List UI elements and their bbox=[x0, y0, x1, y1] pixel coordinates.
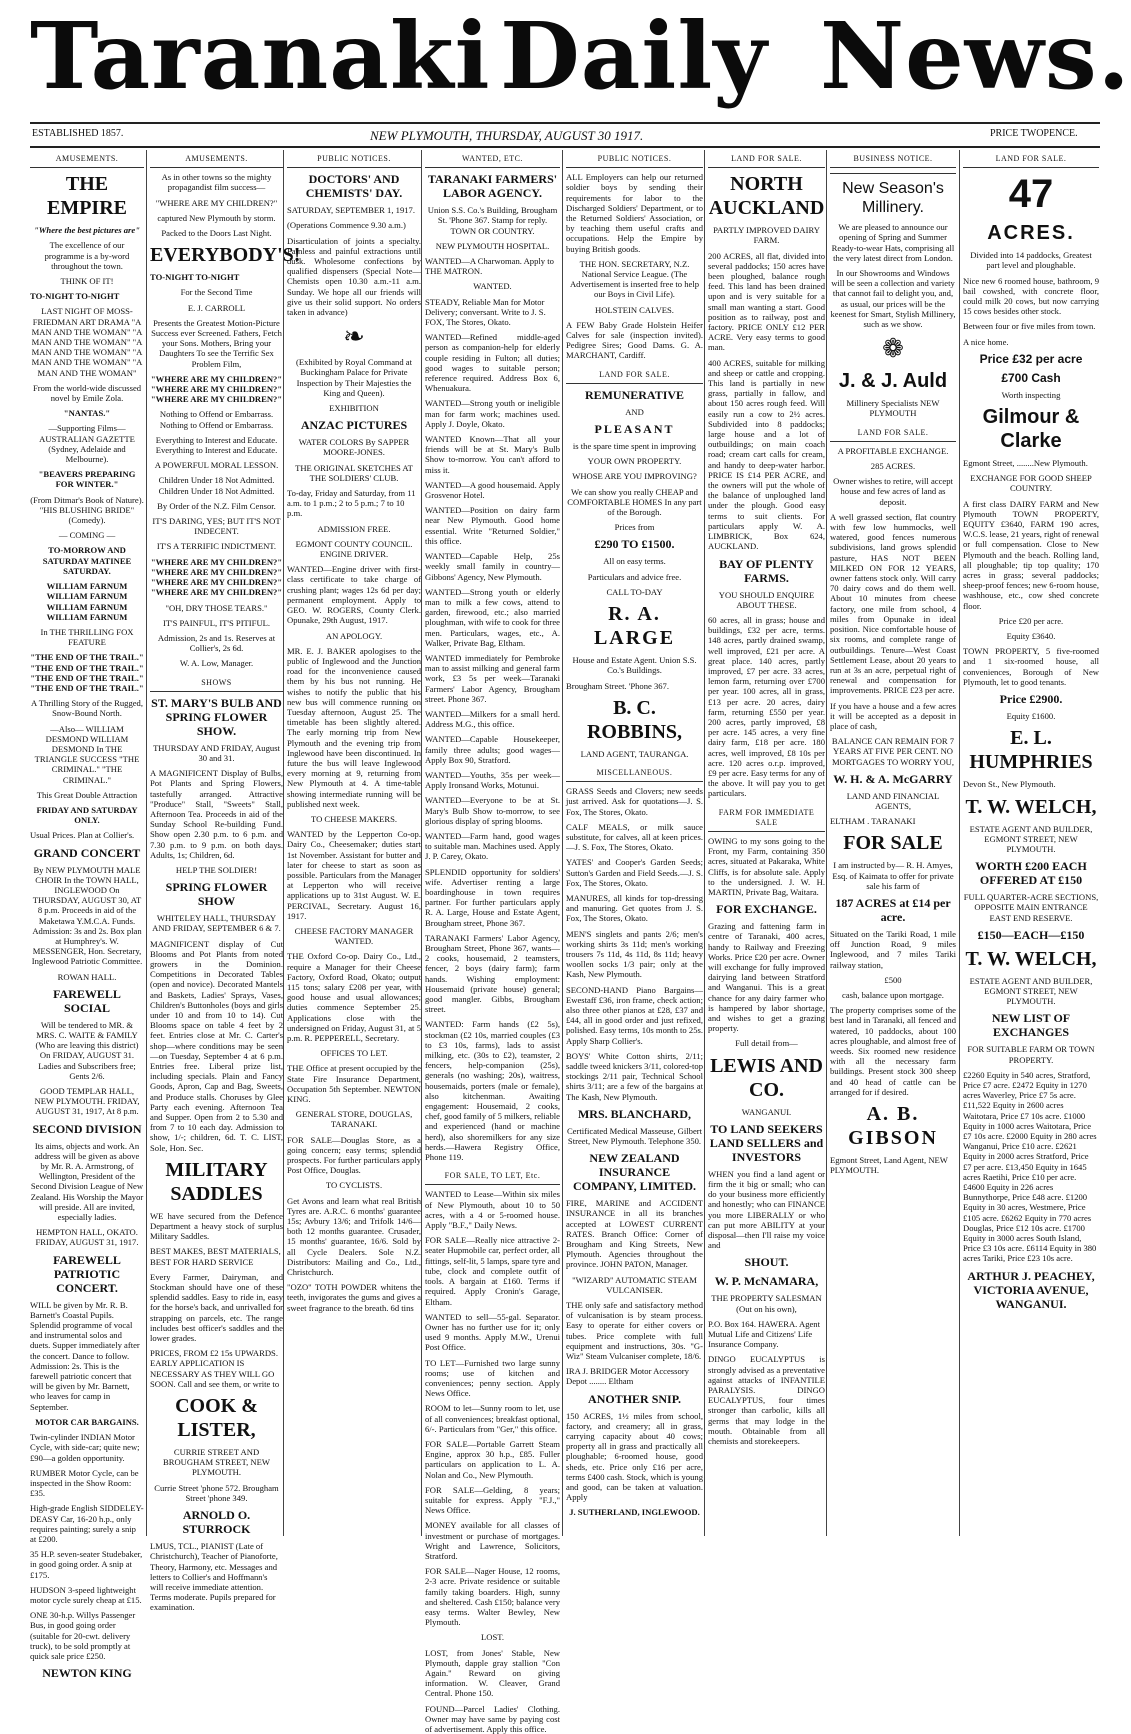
advert-text: LEWIS AND CO. bbox=[710, 1054, 823, 1101]
advert-text: FOR SALE—Really nice attractive 2-seater Hupmobile car, perfect order, all fittings, self-lit, 5 lamps, spare tyre and tube, clock and complete outfit of tools. A bargain at £160. Terms if required. Apply Cronin's Garage, Eltham. bbox=[425, 1235, 560, 1307]
column-heading: PUBLIC NOTICES. bbox=[566, 150, 703, 168]
advert-text: THE Oxford Co-op. Dairy Co., Ltd., require a Manager for their Cheese Factory, Oxford Road, Okato; output 115 tons; salary £208 per year, with good house and usual allowances; duties commence September 25. Applications close with the undersigned on Friday, August 31, at 5 p.m. R. PEPPERELL, Secretary. bbox=[287, 951, 421, 1044]
advert-text: ANOTHER SNIP. bbox=[588, 1391, 681, 1406]
advert-text: WHOSE ARE YOU IMPROVING? bbox=[572, 471, 697, 482]
advert-text: FOR SALE—Douglas Store, as a going concern; easy terms; splendid prospects. For further particulars apply Post Office, Douglas. bbox=[287, 1134, 421, 1176]
section-heading: SHOWS bbox=[150, 674, 283, 692]
advert-text: From the world-wide discussed novel by Emile Zola. bbox=[32, 382, 142, 404]
advert-text: Union S.S. Co.'s Building, Brougham St. 'Phone 367. Stamp for reply. TOWN OR COUNTRY. bbox=[427, 205, 558, 236]
column-rule bbox=[283, 150, 284, 1536]
advert-text: Equity £1600. bbox=[1006, 711, 1056, 722]
advert-text: W. H. & A. McGARRY bbox=[833, 771, 953, 786]
advert-text: Brougham Street. 'Phone 367. bbox=[566, 680, 669, 691]
advert-text: PRICES, FROM £2 15s UPWARDS. EARLY APPLICATION IS NECESSARY AS THEY WILL GO SOON. Call and see them, or write to bbox=[150, 1348, 280, 1389]
advert-text: CALL TO-DAY bbox=[606, 586, 663, 597]
advert-text: MEN'S singlets and pants 2/6; men's working shirts 3s 11d; men's working trousers 7s 11d, 4s 11d, 8s 11d; heavy woollen socks 1/3 pair; only at the Kash, New Plymouth. bbox=[566, 928, 703, 980]
advert-text: All on easy terms. bbox=[603, 556, 666, 567]
advert-text: CHEESE FACTORY MANAGER WANTED. bbox=[294, 925, 414, 947]
advert-text: THURSDAY AND FRIDAY, August 30 and 31. bbox=[153, 742, 280, 763]
advert-text: Its aims, objects and work. An address will be given as above by Mr. R. A. Armstrong, of Wellington, President of the Second Division League of New Zealand. His Worship the Mayor will preside. All are invited, especially ladies. bbox=[30, 1140, 144, 1223]
advert-text: ESTATE AGENT AND BUILDER, EGMONT STREET, NEW PLYMOUTH. bbox=[969, 823, 1093, 854]
advert-text: NORTH AUCKLAND bbox=[708, 173, 825, 220]
ornament-icon: ❁ bbox=[882, 334, 904, 364]
advert-text: Nothing to Offend or Embarrass. Nothing to Offend or Embarrass. bbox=[159, 409, 274, 430]
advert-text: For the Second Time bbox=[180, 287, 253, 298]
advert-text: WANTED—Youths, 35s per week—Apply Ironsand Works, Motunui. bbox=[425, 769, 560, 791]
column-5 bbox=[566, 150, 703, 1536]
section-heading: FARM FOR IMMEDIATE SALE bbox=[708, 804, 825, 832]
advert-text: FOR SUITABLE FARM OR TOWN PROPERTY. bbox=[967, 1044, 1095, 1065]
advert-text: E. J. CARROLL bbox=[187, 302, 246, 313]
advert-text: OFFICES TO LET. bbox=[320, 1048, 388, 1059]
advert-text: PLEASANT bbox=[594, 422, 675, 437]
advert-text: WORTH £200 EACH OFFERED AT £150 bbox=[975, 859, 1087, 888]
advert-text: The excellence of our programme is a by-word throughout the town. bbox=[44, 240, 130, 271]
advert-text: CALF MEALS, or milk sauce substitute, for calves, all at keen prices.—J. S. Fox, The Stores, Okato. bbox=[566, 821, 703, 853]
advert-text: ADMISSION FREE. bbox=[317, 523, 391, 534]
column-2 bbox=[150, 150, 301, 1613]
ornament-icon: ❧ bbox=[343, 322, 365, 352]
advert-text: NEWTON KING bbox=[42, 1666, 132, 1681]
advert-text: THE only safe and satisfactory method of vulcanisation is by steam process. Easy to operate for either covers or tubes. Price complete with full equipment and instructions, 30s. "G-Wiz" Steam Vulcaniser complete, 18/6. bbox=[566, 1300, 703, 1362]
advert-text: Particulars and advice free. bbox=[587, 571, 682, 582]
section-heading: LAND FOR SALE. bbox=[830, 424, 956, 442]
advert-text: In THE THRILLING FOX FEATURE bbox=[40, 626, 134, 648]
column-rule bbox=[826, 150, 827, 1536]
advert-text: (Operations Commence 9.30 a.m.) bbox=[287, 220, 406, 231]
advert-text: TO LAND SEEKERS LAND SELLERS and INVESTORS bbox=[709, 1121, 824, 1164]
advert-text: Devon St., New Plymouth. bbox=[963, 779, 1056, 790]
advert-text: NEW LIST OF EXCHANGES bbox=[991, 1011, 1071, 1040]
advert-text: BEST MAKES, BEST MATERIALS, BEST FOR HARD SERVICE bbox=[150, 1246, 281, 1267]
advert-text: WANGANUI. bbox=[741, 1106, 792, 1117]
masthead bbox=[0, 0, 1131, 118]
advert-text: We can show you really CHEAP and COMFORTABLE HOMES In any part of the Borough. bbox=[567, 486, 702, 518]
advert-text: GRAND CONCERT bbox=[33, 845, 141, 860]
advert-text: By Order of the N.Z. Film Censor. bbox=[157, 500, 276, 511]
advert-text: MONEY available for all classes of investment or purchase of mortgages. Wright and Lawrence, Solicitors, Stratford. bbox=[425, 1520, 560, 1561]
advert-text: cash, balance upon mortgage. bbox=[842, 989, 944, 1000]
column-rule bbox=[421, 150, 422, 1536]
advert-text: A. B. GIBSON bbox=[848, 1103, 938, 1149]
advert-text: WANTED Known—That all your friends will be at St. Mary's Bulb Show to-morrow. You can't afford to miss it. bbox=[425, 434, 560, 475]
advert-text: WANTED to Lease—Within six miles of New Plymouth, about 10 to 50 acres, with a 4 or 5-roomed house. Apply "B.F.," Daily News. bbox=[425, 1189, 560, 1231]
advert-text: A well grassed section, flat country with few low hummocks, well watered, good fences numerous subdivisions, land grows splendid pasture, HAS NOT BEEN MILKED ON FOR 12 YEARS, owner fattens stock only. Will carry 70 dairy cows and do them well. About 10 minutes from cheese factory, one mile from school, 4 miles from Opunake in ideal position. Nice comfortable house of six rooms, and complete range of outbuildings. Tenure—West Coast Settlement Lease, about 20 years to run at 3s an acre, perpetual right of renewal and compensation for improvements. PRICE £23 per acre. bbox=[830, 511, 956, 696]
advert-text: (From Ditmar's Book of Nature). "HIS BLUSHING BRIDE" (Comedy). bbox=[30, 494, 144, 526]
advert-text: WE have secured from the Defence Department a heavy stock of surplus Military Saddles. bbox=[150, 1210, 283, 1242]
advert-text: £290 TO £1500. bbox=[594, 537, 675, 552]
advert-text: FOR EXCHANGE. bbox=[716, 902, 817, 917]
advert-text: A POWERFUL MORAL LESSON. bbox=[154, 460, 279, 471]
advert-text: FRIDAY AND SATURDAY ONLY. bbox=[36, 804, 138, 826]
advert-text: SPLENDID opportunity for soldiers' wife. Advertiser renting a large boardinghouse in town requires partner. For further particulars apply R. A. Large, House and Estate Agent, Brougham street, Phone 367. bbox=[425, 866, 560, 928]
advert-text: "THE END OF THE TRAIL." "THE END OF THE TRAIL." "THE END OF THE TRAIL." "THE END OF THE TRAIL." bbox=[30, 652, 144, 693]
advert-text: AND bbox=[625, 406, 644, 417]
advert-text: YOUR OWN PROPERTY. bbox=[587, 456, 682, 467]
advert-text: ROWAN HALL. bbox=[57, 971, 117, 982]
dateline: NEW PLYMOUTH, THURSDAY, AUGUST 30 1917. bbox=[370, 128, 644, 143]
column-rule bbox=[562, 150, 563, 1536]
advert-text: TO-MORROW AND SATURDAY MATINEE SATURDAY. bbox=[42, 545, 132, 576]
advert-text: LOST, from Jones' Stable, New Plymouth, dapple gray stallion "Con Again." Reward on giving information. W. Cleaver, Grand Central. Phone 150. bbox=[425, 1647, 560, 1699]
advert-text: LAST NIGHT OF MOSS-FRIEDMAN ART DRAMA "A MAN AND THE WOMAN" "A MAN AND THE WOMAN" "A MAN AND THE WOMAN" "A MAN AND THE WOMAN" "A MAN AND THE WOMAN" bbox=[31, 306, 143, 378]
advert-text: £2260 Equity in 540 acres, Stratford, Price £7 acre. £2472 Equity in 1270 acres Waverley, Price £7 5s acre. £11,522 Equity in 2600 acres Waitotara, Price £7 10s acre. £1000 Equity in 1000 acres Waitotara, Price £7 10s acre. £2000 Equity in 280 acres Wanganui, Price £10 acre. £2621 Equity in 2000 acres Stratford, Price £7 per acre. £13,450 Equity in 1645 acres Raetihi, Price £10 per acre. £4600 Equity in 226 acres Bunnythorpe, Price £48 acre. £1200 Equity in 30 acres, Westmere, Price £105 acre. £6262 Equity in 770 acres Douglas, Price £12 10s acre. £1700 Equity in 3000 acres South Island, Price £3 10s acre. £6114 Equity in 380 acres Tariki, Price £23 10s acre. bbox=[963, 1069, 1097, 1264]
advert-text: GRASS Seeds and Clovers; new seeds just arrived. Ask for quotations—J. S. Fox, The Stores, Okato. bbox=[566, 786, 703, 817]
advert-text: Worth inspecting bbox=[1001, 389, 1061, 400]
column-4 bbox=[425, 150, 560, 1734]
advert-text: 200 ACRES, all flat, divided into several paddocks; 150 acres have been ploughed, balance rough feed. This land has been drained upon and is very suitable for a small man wanting a start. Good position as to railway, post and factory. PRICE ONLY £12 PER ACRE. Very easy terms to good man. bbox=[708, 250, 825, 353]
advert-text: The property comprises some of the best land in Taranaki, all fenced and watered, 10 paddocks, about 100 acres ploughable, and almost free of weeds. Six roomed new residence with all the necessary farm buildings. Present stock 300 sheep and 40 head of cattle can be arranged for if desired. bbox=[830, 1005, 956, 1097]
column-8 bbox=[963, 150, 1099, 1536]
advert-text: T. W. WELCH, bbox=[965, 947, 1097, 970]
advert-text: Everything to Interest and Educate. Everything to Interest and Educate. bbox=[155, 434, 278, 456]
advert-text: MRS. BLANCHARD, bbox=[577, 1106, 691, 1121]
column-heading: BUSINESS NOTICE. bbox=[830, 150, 956, 168]
advert-text: We are pleased to announce our opening of Spring and Summer Ready-to-wear Hats, comprising all the very latest direct from London. bbox=[831, 222, 955, 263]
advert-text: Egmont Street, ........New Plymouth. bbox=[963, 458, 1088, 469]
advert-text: LAND AGENT, TAURANGA. bbox=[580, 748, 689, 759]
advert-text: RUMBER Motor Cycle, can be inspected in the Show Room: £35. bbox=[30, 1467, 139, 1499]
advert-text: W. A. Low, Manager. bbox=[179, 658, 254, 669]
advert-text: REMUNERATIVE bbox=[584, 387, 685, 402]
advert-text: Price £2900. bbox=[999, 692, 1063, 707]
column-heading: LAND FOR SALE. bbox=[708, 150, 825, 168]
advert-text: TO LET—Furnished two large sunny rooms; use of kitchen and conveniences; penny section. Apply News Office. bbox=[425, 1357, 560, 1399]
advert-text: Egmont Street, Land Agent, NEW PLYMOUTH. bbox=[830, 1155, 948, 1176]
advert-text: A FEW Baby Grade Holstein Heifer Calves for sale (inspection invited). Pedigree Sires; Good Dams. G. A. MARCHANT, Cardiff. bbox=[566, 319, 703, 361]
advert-text: W. P. McNAMARA, bbox=[714, 1274, 819, 1289]
advert-text: By NEW PLYMOUTH MALE CHOIR In the TOWN HALL, INGLEWOOD On THURSDAY, AUGUST 30, AT 8 p.m. Proceeds in aid of the Maketawa Y.M.C.A. Funds. Admission: 3s and 2s. Box plan at Humphrey's. W. MESSENGER, Hon. Secretary, Inglewood Patriotic Committee. bbox=[31, 864, 143, 967]
advert-text: CURRIE STREET AND BROUGHAM STREET, NEW PLYMOUTH. bbox=[162, 1447, 271, 1478]
advert-text: YATES' and Cooper's Garden Seeds; Sutton's Garden and Field Seeds.—J. S. Fox, The Stores, Okato. bbox=[566, 857, 703, 888]
advert-text: T. W. WELCH, bbox=[965, 795, 1097, 818]
advert-text: A Thrilling Story of the Rugged, Snow-Bound North. bbox=[30, 698, 144, 719]
advert-text: This Great Double Attraction bbox=[36, 789, 138, 800]
advert-text: Disarticulation of joints a specialty. Painless and painful extractions until dusk. Wholesome confections by qualified dispensers (Special Note—Chemists open 10.30 a.m.-11 a.m. Sunday. We hope all our friends will give us their solid support. No orders taken in advance) bbox=[287, 235, 421, 318]
column-6 bbox=[708, 150, 825, 1536]
advert-text: Admission, 2s and 1s. Reserves at Collier's, 2s 6d. bbox=[157, 632, 276, 654]
advert-text: Prices from bbox=[614, 522, 655, 533]
advert-text: THE Office at present occupied by the State Fire Insurance Department, Occupation 5th September. NEWTON KING. bbox=[287, 1063, 421, 1105]
advert-text: Nice new 6 roomed house, bathroom, 9 bail cowshed, with concrete floor, could milk 20 cows, but now carrying 15 cows besides other stock. bbox=[963, 275, 1099, 317]
advert-text: WANTED to sell—55-gal. Separator. Owner has no further use for it; only used 9 months. Apply M.W., Urenui Post Office. bbox=[425, 1311, 560, 1353]
advert-text: LAND AND FINANCIAL AGENTS, bbox=[846, 790, 940, 811]
advert-text: HELP THE SOLDIER! bbox=[175, 864, 258, 875]
advert-text: Grazing and fattening farm in centre of Taranaki, 400 acres, handy to Railway and Freezing Works. Price £20 per acre. Owner will exchange for fully improved dairying land between Stratford and Wanganui. This is a great chance for any dairy farmer who is hampered by labor shortage, and wishes to get a grazing property. bbox=[708, 921, 825, 1034]
advert-text: Equity £3640. bbox=[1006, 631, 1056, 642]
advert-text: 60 acres, all in grass; house and buildings, £32 per acre, terms. 148 acres, partly drained swamp, well improved, £21 per acre. A great place. 140 acres, partly improved, £7 per acre. 33 acres, lemon farm, returning over £700 per year. 100 acres, all in grass, £13 per acre. 20 acres, dairy farm, returning £550 per year. 200 acres, partly improved, £8 per acre. 145 acres, a very fine dairy farm, £18 per acre. 180 acres, well improved, £8 10s per acre. 120 acres o.r.p. improved, £9 per acre. Easy terms for any of the above. It will pay you to get particulars. bbox=[708, 614, 825, 799]
advert-text: — COMING — bbox=[58, 530, 116, 541]
advert-text: MANURES, all kinds for top-dressing and manuring. Get quotes from J. S. Fox, The Stores, Okato. bbox=[566, 892, 703, 924]
advert-text: ONE 30-h.p. Willys Passenger Bus, in good going order (suitable for 20-cwt. delivery truck), to be sold promptly at quick sale price £250. bbox=[30, 1610, 136, 1661]
advert-text: "WHERE ARE MY CHILDREN?" bbox=[155, 197, 278, 208]
advert-text: YOU SHOULD ENQUIRE ABOUT THESE. bbox=[718, 589, 815, 610]
advert-text: "Where the best pictures are" bbox=[34, 225, 140, 236]
advert-text: AN APOLOGY. bbox=[325, 630, 383, 641]
advert-text: SATURDAY, SEPTEMBER 1, 1917. bbox=[287, 205, 415, 216]
advert-text: Children Under 18 Not Admitted. Children Under 18 Not Admitted. bbox=[158, 475, 275, 496]
advert-text: ANZAC PICTURES bbox=[300, 418, 408, 433]
advert-text: Price £20 per acre. bbox=[998, 615, 1064, 626]
advert-text: NEW ZEALAND INSURANCE COMPANY, LIMITED. bbox=[572, 1151, 696, 1194]
advert-text: Twin-cylinder INDIAN Motor Cycle, with side-car; quite new; £90—a golden opportunity. bbox=[30, 1432, 140, 1463]
advert-text: ARTHUR J. PEACHEY, VICTORIA AVENUE, WANGANUI. bbox=[967, 1268, 1095, 1311]
advert-text: A PROFITABLE EXCHANGE. bbox=[837, 445, 949, 456]
advert-text: "WIZARD" AUTOMATIC STEAM VULCANISER. bbox=[572, 1274, 697, 1295]
advert-text: FAREWELL PATRIOTIC CONCERT. bbox=[53, 1252, 121, 1295]
advert-text: £150—EACH—£150 bbox=[977, 927, 1085, 942]
advert-text: WILL be given by Mr. R. B. Barnett's Coastal Pupils. Splendid programme of vocal and instrumental solos and duets. Supper immediately after the concert. Dance to follow. Admission: 2s. This is the farewell patriotic concert that will be given by Mr. Barnett, who leaves for camp in September. bbox=[30, 1299, 140, 1412]
masthead-title-word-2: Daily bbox=[500, 2, 768, 110]
advert-text: WANTED by the Lepperton Co-op. Dairy Co., Cheesemaker; duties start 1st November. Assistant for butter and later for cheese to start as soon as possible. Particulars from the Manager at Lepperton who will receive applications up to 31st August. W. E. PERCIVAL, Secretary. August 16, 1917. bbox=[287, 829, 421, 921]
advert-text: TOWN PROPERTY, 5 five-roomed and 1 six-roomed house, all conveniences, Borough of New Plymouth, let to good tenants. bbox=[963, 646, 1099, 687]
advert-text: Full detail from— bbox=[735, 1038, 798, 1049]
advert-text: —Supporting Films— AUSTRALIAN GAZETTE (Sydney, Adelaide and Melbourne). bbox=[39, 423, 135, 465]
masthead-rule-bottom bbox=[30, 146, 1100, 148]
established-line: ESTABLISHED 1857. bbox=[32, 128, 124, 139]
column-rule bbox=[704, 150, 705, 1536]
advert-text: OWING to my sons going to the Front, my Farm, containing 350 acres, situated at Pakaraka, White Cliffs, is for absolute sale. Apply to the undersigned. J. W. H. MARTIN, Private Bag, Waitara. bbox=[708, 835, 825, 897]
advert-text: FOR SALE bbox=[843, 832, 943, 855]
advert-text: Packed to the Doors Last Night. bbox=[161, 228, 272, 239]
advert-text: "BEAVERS PREPARING FOR WINTER." bbox=[38, 469, 136, 490]
advert-text: PARTLY IMPROVED DAIRY FARM. bbox=[713, 225, 820, 246]
advert-text: "WHERE ARE MY CHILDREN?" "WHERE ARE MY CHILDREN?" "WHERE ARE MY CHILDREN?" "WHERE ARE MY CHILDREN?" bbox=[150, 556, 283, 598]
advert-text: As in other towns so the mighty propagandist film success— bbox=[161, 172, 272, 193]
column-heading: AMUSEMENTS. bbox=[150, 150, 283, 168]
advert-text: "OZO" TOTH POWDER whitens the teeth, invigorates the gums and gives a sweet fragrance to the breath. 6d tins bbox=[287, 1282, 421, 1313]
advert-text: 400 ACRES, suitable for milking and sheep or cattle and cropping. This land is partially in new grass, partially in fallow, and about 150 acres rough feed. Will easily run a cow to 2½ acres. Subdivided into 8 paddocks; large house and a lot of outbuildings; on main coach road; cream cart calls for cream, and handy to deep-water harbor. PRICE IS £14 PER ACRE, and the owners will put the whole of the balance of unploughed land under the plough. Good easy terms to suit clients. For particulars apply W. A. LIMBRICK, Box 624, AUCKLAND. bbox=[708, 357, 825, 552]
advert-text: DOCTORS' AND CHEMISTS' DAY. bbox=[305, 172, 403, 201]
advert-text: WANTED—Strong youth or ineligible man for farm work; machines used. Apply J. Doyle, Okato. bbox=[425, 398, 560, 429]
advert-text: E. L. HUMPHRIES bbox=[969, 727, 1093, 774]
advert-text: Get Avons and learn what real British Tyres are. A.R.C. 6 months' guarantee 15s; Avbury 13/6; and Trifolk 14/6—both 12 months guarantee. Crusader, 15 months' guarantee, 16/6. Sold by all Cycle Dealers. Sole N.Z. Distributors: Mailing and Co., Ltd., Christchurch. bbox=[287, 1195, 421, 1278]
advert-text: MOTOR CAR BARGAINS. bbox=[35, 1416, 139, 1427]
advert-text: P.O. Box 164. HAWERA. Agent Mutual Life and Citizens' Life Insurance Company. bbox=[708, 1318, 820, 1350]
section-heading: MISCELLANEOUS. bbox=[566, 764, 703, 782]
advert-text: MILITARY SADDLES bbox=[165, 1158, 268, 1205]
column-heading: PUBLIC NOTICES. bbox=[287, 150, 421, 168]
advert-text: £500 bbox=[884, 974, 902, 985]
advert-text: TO-NIGHT TO-NIGHT bbox=[30, 291, 120, 302]
advert-text: WANTED. bbox=[473, 281, 512, 292]
advert-text: WANTED immediately for Pembroke man to assist milking and general farm work, £3 5s per week—Taranaki Farmers' Labor Agency, Brougham street. Phone 367. bbox=[425, 652, 560, 704]
advert-text: 150 ACRES, 1½ miles from school, factory, and creamery; all in grass, carrying capacity about 40 cows; property all in grass and practically all ploughable; 6-roomed house, good sheds, etc. Price only £16 per acre, terms £400 cash. Stock, which is young and good, can be taken at valuation. Apply bbox=[566, 1410, 703, 1503]
section-heading: LAND FOR SALE. bbox=[566, 366, 703, 384]
advert-text: GENERAL STORE, DOUGLAS, TARANAKI. bbox=[295, 1109, 413, 1130]
advert-text: In our Showrooms and Windows will be seen a collection and variety that cannot fail to delight you, and, as usual, our prices will be the keenest for Smart, Stylish Millinery, such as we show. bbox=[830, 268, 956, 330]
advert-text: I am instructed by— R. H. Amyes, Esq. of Kaimata to offer for private sale his farm of bbox=[832, 860, 954, 891]
advert-text: BALANCE CAN REMAIN FOR 7 YEARS AT FIVE PER CENT. NO MORTGAGES TO WORRY YOU, bbox=[831, 736, 955, 767]
advert-text: WILLIAM FARNUM WILLIAM FARNUM WILLIAM FARNUM WILLIAM FARNUM bbox=[46, 581, 128, 622]
advert-text: GOOD TEMPLAR HALL, NEW PLYMOUTH. FRIDAY, AUGUST 31, 1917, At 8 p.m. bbox=[34, 1086, 140, 1117]
advert-text: £700 Cash bbox=[1001, 370, 1061, 385]
advert-text: MR. E. J. BAKER apologises to the public of Inglewood and the Junction road for the inconvenience caused them by his bus not running. He wishes to notify the public that his new bus will commence running on Tuesday afternoon, August 25. The timetable has been slightly altered. The early morning trip from New Plymouth and the evening trip from Inglewood have been discontinued. In future the bus will leave Inglewood every morning at 9, returning from New Plymouth at 4. A time-table showing intermediate running will be published next week. bbox=[287, 645, 421, 809]
advert-text: Situated on the Tariki Road, 1 mile off Junction Road, 9 miles Inglewood, and 7 miles Tariki railway station, bbox=[830, 928, 956, 970]
advert-text: EGMONT COUNTY COUNCIL. ENGINE DRIVER. bbox=[295, 538, 413, 560]
column-heading: WANTED, ETC. bbox=[425, 150, 560, 168]
advert-text: Certificated Medical Masseuse, Gilbert Street, New Plymouth. Telephone 350. bbox=[566, 1125, 703, 1146]
advert-text: WANTED—Strong youth or elderly man to milk a few cows, attend to garden, firewood, etc.; also married ploughman, with wife to cook for three men. Particulars, wages, etc., A. Walker, Private Bag, Eltham. bbox=[425, 586, 560, 648]
advert-text: Usual Prices. Plan at Collier's. bbox=[30, 830, 135, 841]
advert-text: ST. MARY'S BULB AND SPRING FLOWER SHOW. bbox=[151, 695, 282, 738]
advert-text: WANTED—Farm hand, good wages to suitable man. Machines used. Apply J. P. Carey, Okato. bbox=[425, 830, 560, 862]
advert-text: WANTED—Capable Help, 25s weekly small family in country—Gibbons' Agency, New Plymouth. bbox=[425, 551, 560, 582]
advert-text: B. C. ROBBINS, bbox=[586, 696, 683, 743]
advert-text: SECOND-HAND Piano Bargains—Ewestaff £36, iron frame, check action; also three other pianos at £28, £37 and £44, all in good order and just refixed, polished. Easy terms, 10s month to 25s. Apply Sharp Collier's. bbox=[566, 984, 703, 1046]
advert-text: —Also— WILLIAM DESMOND WILLIAM DESMOND In THE TRIANGLE SUCCESS "THE CRIMINAL." "THE CRIMINAL." bbox=[34, 723, 140, 785]
advert-text: TO CYCLISTS. bbox=[325, 1180, 383, 1191]
advert-text: Price £32 per acre bbox=[979, 351, 1083, 366]
advert-text: MAGNIFICENT display of Cut Blooms and Pot Plants from noted growers in the Dominion. Competitions in Decorated Tables (open and novice). Decorated Mantels and Baskets, Ladies' Sprays, Vases, Children's Buttonholes (boys and girls under 10 and from 10 to 14). Cut Blooms space on table 4 feet by 2 feet. Entries close at Mr. C. Carter's shop—where conditions may be seen—on Tuesday, September 4 at 6 p.m. Entries free. Liberal prize list, including specials. Plain and Fancy Goods, Apron, Cap and Bag, Sweets, and Produce stalls. Choruses by Glee Party each evening. Afternoon Tea and Supper. Open from 2 to 5.30 and from 7 to 10 each day. Admission to show, 1/-; children, 6d. T. C. LIST, Sole, Hon. Sec. bbox=[150, 938, 283, 1153]
advert-text: Presents the Greatest Motion-Picture Success ever Screened. Fathers, Fetch your Sons. Mothers, Bring your Daughters To see the Terrific Sex Problem Film, bbox=[151, 317, 282, 369]
advert-text: WANTED: Farm hands (£2 5s), stockman (£2 10s, married couples (£3 to £3 10s, farms), lads to assist milking, etc. (30s to £2), teamster, 2 fencers, help-companion (25s), generals (no washing; 20s), waitress, housemaids, porters (male or female), also kitchenman. Awaiting engagement: Housemaid, 2 cooks, chef, good family of 5 milkers, reliable and experienced (hand or machine herd), also shoremilkers for any size herds.—Hawera Registry Office, Phone 119. bbox=[425, 1019, 560, 1163]
advert-text: WHEN you find a land agent or firm the it big or small; who can do your business more efficiently and honestly; who can FINANCE you more LIBERALLY or who can put more ABILITY at your disposal—then I'll raise my voice and bbox=[708, 1168, 825, 1251]
column-heading: LAND FOR SALE. bbox=[963, 150, 1099, 168]
column-rule bbox=[146, 150, 147, 1536]
advert-text: "NANTAS." bbox=[63, 408, 111, 419]
column-heading: AMUSEMENTS. bbox=[30, 150, 144, 168]
advert-text: SECOND DIVISION bbox=[32, 1121, 142, 1136]
advert-text: R. A. LARGE bbox=[593, 603, 676, 650]
advert-text: Between four or five miles from town. bbox=[963, 321, 1096, 332]
advert-text: WHITELEY HALL, THURSDAY AND FRIDAY, SEPTEMBER 6 & 7. bbox=[152, 913, 281, 934]
advert-text: HEMPTON HALL, OKATO. FRIDAY, AUGUST 31, 1917. bbox=[35, 1227, 139, 1248]
advert-text: Will be tendered to MR. & MRS. C. WAITE & FAMILY (Who are leaving this district) On FRIDAY, AUGUST 31. Ladies and Subscribers free; Gents 2/6. bbox=[35, 1019, 139, 1081]
advert-text: IT'S DARING, YES; BUT IT'S NOT INDECENT. bbox=[152, 516, 281, 537]
advert-text: WANTED—Milkers for a small herd. Address M.G., this office. bbox=[425, 708, 560, 730]
advert-text: LOST. bbox=[481, 1632, 504, 1643]
column-3 bbox=[287, 150, 421, 1536]
advert-text: Gilmour & Clarke bbox=[982, 406, 1080, 453]
advert-text: is the spare time spent in improving bbox=[572, 441, 697, 452]
advert-text: COOK & LISTER, bbox=[175, 1395, 258, 1442]
advert-text: ROOM to let—Sunny room to let, use of all conveniences; breakfast optional, 6/-. Particulars from "Ger," this office. bbox=[425, 1403, 560, 1434]
advert-text: (Exhibited by Royal Command at Buckingham Palace for Private Inspection by Their Majesties the King and Queen). bbox=[296, 357, 412, 398]
advert-text: BAY OF PLENTY FARMS. bbox=[719, 556, 814, 585]
advert-text: EVERYBODY'S! bbox=[150, 244, 301, 267]
advert-text: New Season's Millinery. bbox=[842, 180, 944, 217]
advert-text: FOR SALE—Portable Garrett Steam Engine, approx 30 h.p., £85. Fuller particulars on application to L. A. Nolan and Co., New Plymouth. bbox=[425, 1438, 560, 1480]
advert-text: THINK OF IT! bbox=[60, 276, 114, 287]
advert-text: Millinery Specialists NEW PLYMOUTH bbox=[846, 398, 940, 419]
price-line: PRICE TWOPENCE. bbox=[990, 128, 1078, 139]
advert-text: EXCHANGE FOR GOOD SHEEP COUNTRY. bbox=[970, 473, 1092, 494]
advert-text: ELTHAM . TARANAKI bbox=[830, 816, 916, 827]
advert-text: Every Farmer, Dairyman, and Stockman should have one of these splendid saddles. Easy to ride in, easy for the horse's back, and unrivalled for strapping on parcels, etc. The range includes best officer's saddles and the lower grades. bbox=[150, 1271, 283, 1344]
advert-text: IT'S PAINFUL, IT'S PITIFUL. bbox=[162, 617, 271, 628]
advert-text: BOYS' White Cotton shirts, 2/11; saddle tweed knickers 3/11, colored-top stockings 2/11 pair, Technical School shirts 3/11; are a few of the bargains at The Kash, New Plymouth. bbox=[566, 1050, 703, 1102]
divider bbox=[830, 173, 956, 174]
advert-text: TARANAKI FARMERS' LABOR AGENCY. bbox=[427, 172, 558, 201]
advert-text: J. & J. Auld bbox=[838, 370, 948, 393]
advert-text: TO-NIGHT TO-NIGHT bbox=[150, 272, 240, 283]
advert-text: FOR SALE—Nager House, 12 rooms, 2-3 acre. Private residence or suitable family taking boarders. High, sunny and sheltered. Cash £150; balance very easy terms. Walter Bewley, New Plymouth. bbox=[425, 1566, 560, 1628]
masthead-title-word-1: Taranaki bbox=[30, 2, 491, 110]
advert-text: A first class DAIRY FARM and New Plymouth TOWN PROPERTY, EQUITY £3640, FARM 190 acres, W.C.S. lease, 21 years, right of renewal or full compensation. Close to New Plymouth and the beach. Rolling land, all ploughable; tip top quality; 170 acres in grass; several paddocks; sheep-proof fences; new 6-room house, washhouse, etc., cow shed concrete floor. bbox=[963, 498, 1099, 611]
advert-text: WANTED—Engine driver with first-class certificate to take charge of crushing plant; wages 12s 6d per day; permanent employment. Apply to GEO. W. ROGERS, County Clerk. Opunake, 29th August, 1917. bbox=[287, 564, 421, 626]
advert-text: High-grade English SIDDELEY-DEASY Car, 16-20 h.p., only requires painting; surely a snip at £200. bbox=[30, 1503, 144, 1544]
advert-text: FULL QUARTER-ACRE SECTIONS, OPPOSITE MAIN ENTRANCE EAST END RESERVE. bbox=[963, 892, 1099, 923]
advert-text: A MAGNIFICENT Display of Bulbs, Pot Plants and Spring Flowers, tastefully arranged. Attractive "Produce" Stall, "Sweets" Stall, Afternoon Tea. Proceeds in aid of the Sunday School Re-building Fund. Show open 2.30 p.m. to 6 p.m. and 7.30 p.m. to 9 p.m. on both days. Adults, 1s; Children, 6d. bbox=[150, 768, 283, 860]
advert-text: FOUND—Parcel Ladies' Clothing. Owner may have same by paying cost of advertisement. Apply this office. bbox=[425, 1703, 560, 1734]
masthead-title-word-3: News. bbox=[820, 2, 1131, 110]
advert-text: WANTED—Refined middle-aged person as companion-help for elderly couple residing in Fulton; all duties; good wages to suitable person; reference required. Address Box 6, Whenuakura. bbox=[425, 332, 560, 394]
advert-text: If you have a house and a few acres it will be accepted as a deposit in place of cash, bbox=[830, 700, 956, 731]
advert-text: ESTATE AGENT AND BUILDER, EGMONT STREET, NEW PLYMOUTH. bbox=[969, 975, 1093, 1007]
advert-text: J. SUTHERLAND, INGLEWOOD. bbox=[569, 1507, 700, 1518]
advert-text: THE PROPERTY SALESMAN (Out on his own), bbox=[711, 1293, 822, 1314]
column-rule bbox=[959, 150, 960, 1536]
advert-text: "OH, DRY THOSE TEARS." bbox=[165, 602, 268, 613]
advert-text: IT'S A TERRIFIC INDICTMENT. bbox=[156, 541, 277, 552]
advert-text: SHOUT. bbox=[744, 1255, 789, 1270]
advert-text: THE ORIGINAL SKETCHES AT THE SOLDIERS' CLUB. bbox=[295, 462, 413, 483]
masthead-rule-top bbox=[30, 122, 1100, 124]
advert-text: FIRE, MARINE and ACCIDENT INSURANCE in all its branches accepted at LOWEST CURRENT RATES. Branch Office: Corner of Brougham and King Streets, New Plymouth. Agencies throughout the province. JOHN PATON, Manager. bbox=[566, 1198, 703, 1270]
advert-text: ARNOLD O. STURROCK bbox=[182, 1508, 251, 1537]
column-1 bbox=[30, 150, 144, 1681]
advert-text: LMUS, TCL., PIANIST (Late of Christchurch), Teacher of Pianoforte, Theory, Harmony, etc. Messages and letters to Collier's and Hoffmann's will receive immediate attention. Terms moderate. Pupils prepared for examination. bbox=[150, 1541, 278, 1613]
advert-text: WATER COLORS By SAPPER MOORE-JONES. bbox=[298, 437, 410, 458]
advert-text: 187 ACRES at £14 per acre. bbox=[835, 895, 951, 924]
advert-text: 285 ACRES. bbox=[870, 461, 916, 472]
advert-text: Currie Street 'phone 572. Brougham Street 'phone 349. bbox=[154, 1482, 279, 1503]
advert-text: EXHIBITION bbox=[329, 403, 379, 414]
advert-text: HUDSON 3-speed lightweight motor cycle surely cheap at £15. bbox=[30, 1584, 142, 1605]
section-heading: FOR SALE, TO LET, Etc. bbox=[425, 1167, 560, 1185]
advert-text: WANTED—A Charwoman. Apply to THE MATRON. bbox=[425, 256, 554, 277]
advert-text: WANTED—A good housemaid. Apply Grosvenor Hotel. bbox=[425, 479, 560, 501]
advert-text: SPRING FLOWER SHOW bbox=[165, 880, 268, 909]
advert-text: IRA J. BRIDGER Motor Accessory Depot ........ Eltham bbox=[566, 1366, 689, 1387]
advert-text: THE EMPIRE bbox=[47, 173, 127, 220]
advert-text: Divided into 14 paddocks, Greatest part level and ploughable. bbox=[970, 250, 1092, 271]
advert-text: THE HON. SECRETARY, N.Z. National Service League. (The Advertisement is inserted free to help our Boys in Civil Life). bbox=[569, 258, 700, 300]
advert-text: 35 H.P. seven-seater Studebaker, in good going order. A snip at £175. bbox=[30, 1549, 143, 1580]
advert-text: WANTED—Everyone to be at St. Mary's Bulb Show to-morrow, to see glorious display of spring blooms. bbox=[425, 795, 560, 826]
advert-text: captured New Plymouth by storm. bbox=[157, 212, 276, 223]
advert-text: Owner wishes to retire, will accept house and few acres of land as deposit. bbox=[833, 476, 953, 507]
advert-text: A nice home. bbox=[963, 336, 1009, 347]
advert-text: NEW PLYMOUTH HOSPITAL. bbox=[435, 240, 550, 251]
column-7 bbox=[830, 150, 956, 1536]
advert-text: HOLSTEIN CALVES. bbox=[595, 304, 674, 315]
advert-text: STEADY, Reliable Man for Motor Delivery; conversant. Write to J. S. FOX, The Stores, Okato. bbox=[425, 296, 546, 328]
advert-text: "WHERE ARE MY CHILDREN?" "WHERE ARE MY CHILDREN?" "WHERE ARE MY CHILDREN?" bbox=[150, 373, 283, 405]
advert-text: ACRES. bbox=[987, 222, 1075, 245]
advert-text: WANTED—Position on dairy farm near New Plymouth. Good home essential. Write "Returned Soldier," this office. bbox=[425, 505, 560, 546]
advert-text: DINGO EUCALYPTUS is strongly advised as a preventative against attacks of INFANTILE PARALYSIS. DINGO EUCALYPTUS, four times stronger than carbolic, kills all germs that may lodge in the mouth. Obtainable from all chemists and storekeepers. bbox=[708, 1354, 825, 1447]
advert-text: WANTED—Capable Housekeeper, family three adults; good wages—Apply Box 90, Stratford. bbox=[425, 734, 560, 765]
advert-text: TO CHEESE MAKERS. bbox=[310, 813, 398, 824]
advert-text: 47 bbox=[1008, 172, 1054, 217]
advert-text: House and Estate Agent. Union S.S. Co.'s Buildings. bbox=[572, 655, 697, 676]
advert-text: ALL Employers can help our returned soldier boys by sending their requirements for labor to the Discharged Soldiers' Department, or to the Returned Soldiers' Association, or by teaching them useful crafts and occupations. Help the Empire by buying British goods. bbox=[566, 172, 703, 254]
advert-text: FOR SALE—Gelding, 8 years; suitable for express. Apply "F.J.," News Office. bbox=[425, 1484, 560, 1516]
advert-text: TARANAKI Farmers' Labor Agency, Brougham Street, Phone 367, wants—2 cooks, housemaid, 2 teamsters, fencer, 2 boys (dairy farm); farm hands. Wishing employment: Housemaid (private house) general; good mangler. Gibbs, Brougham street. bbox=[425, 932, 560, 1015]
advert-text: FAREWELL SOCIAL bbox=[53, 986, 121, 1015]
advert-text: To-day, Friday and Saturday, from 11 a.m. to 1 p.m.; 2 to 5 p.m.; 7 to 10 p.m. bbox=[287, 488, 416, 519]
